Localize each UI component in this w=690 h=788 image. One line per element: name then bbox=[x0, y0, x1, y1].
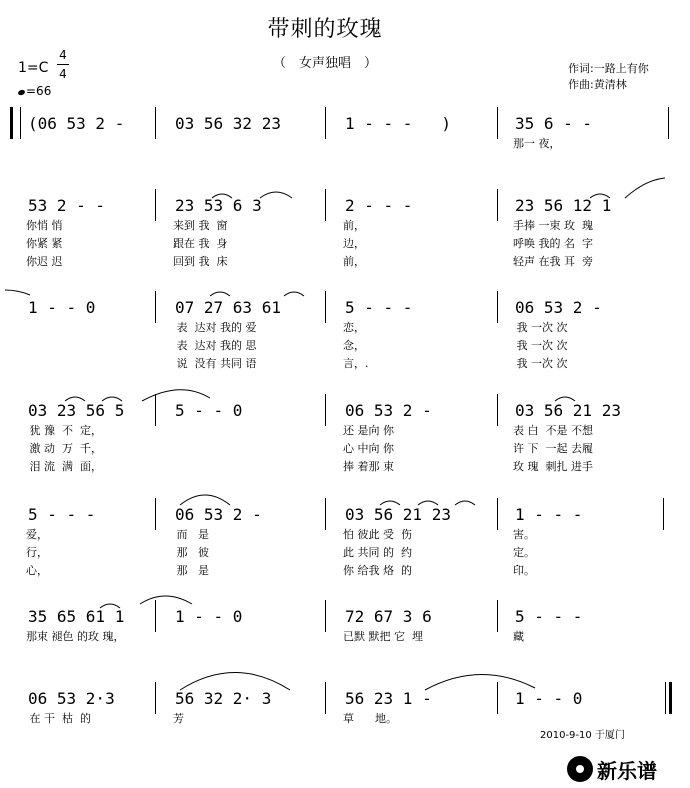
lyric-segment: 还 是向 你 bbox=[343, 424, 394, 437]
measure-notes: 03 56 32 23 bbox=[175, 114, 281, 133]
bar-line bbox=[325, 600, 326, 632]
lyric-segment: 怕 彼此 受 伤 bbox=[343, 528, 412, 541]
measure-notes: 03 56 21 23 bbox=[515, 401, 621, 420]
lyric-segment: 害。 bbox=[513, 528, 535, 541]
bar-line bbox=[665, 682, 666, 714]
measure-notes: 1 - - 0 bbox=[175, 607, 243, 626]
lyric-segment: 手捧 一束 玫 瑰 bbox=[513, 219, 593, 232]
measure-notes: 07 27 63 61 bbox=[175, 298, 281, 317]
bar-line bbox=[497, 107, 498, 139]
bar-line bbox=[155, 682, 156, 714]
lyric-segment: 印。 bbox=[513, 564, 535, 577]
measure-notes: 1 - - - bbox=[515, 505, 583, 524]
bar-line bbox=[497, 291, 498, 323]
lyric-segment: 已默 默把 它 埋 bbox=[343, 630, 423, 643]
date-place-note: 2010-9-10 于厦门 bbox=[540, 730, 625, 741]
lyric-segment: 回到 我 床 bbox=[173, 255, 228, 268]
lyric-segment: 草 地。 bbox=[343, 712, 397, 725]
bar-line bbox=[20, 107, 21, 139]
lyric-segment: 前， bbox=[343, 219, 365, 232]
lyric-segment: 我 一次 次 bbox=[513, 321, 568, 334]
bar-line bbox=[155, 498, 156, 530]
lyric-segment: 心 中向 你 bbox=[343, 442, 394, 455]
measure-notes: 06 53 2 - bbox=[345, 401, 432, 420]
lyric-segment: 说 没有 共同 语 bbox=[173, 357, 257, 370]
lyric-segment: 表 达对 我的 爱 bbox=[173, 321, 257, 334]
lyric-segment: 呼唤 我的 名 字 bbox=[513, 237, 593, 250]
time-top: 4 bbox=[59, 48, 67, 62]
measure-notes: 2 - - - bbox=[345, 196, 413, 215]
bar-line bbox=[325, 107, 326, 139]
lyric-segment: 泪 流 满 面， bbox=[26, 460, 102, 473]
tempo-value: =66 bbox=[26, 84, 52, 98]
measure-notes: 72 67 3 6 bbox=[345, 607, 432, 626]
bar-line bbox=[325, 189, 326, 221]
lyric-segment: 你悄 悄 bbox=[26, 219, 63, 232]
time-bottom: 4 bbox=[59, 67, 67, 81]
key-signature: 1=C bbox=[18, 60, 49, 76]
measure-notes: 23 56 12 1 bbox=[515, 196, 612, 215]
measure-notes: 5 - - 0 bbox=[175, 401, 243, 420]
start-bar-line bbox=[10, 107, 13, 139]
bar-line bbox=[325, 291, 326, 323]
composer-credit: 作曲:黄清林 bbox=[568, 78, 627, 91]
lyric-segment: 行， bbox=[26, 546, 48, 559]
lyric-segment: 边， bbox=[343, 237, 365, 250]
measure-notes: 03 56 21 23 bbox=[345, 505, 451, 524]
measure-notes: 1 - - 0 bbox=[28, 298, 96, 317]
bar-line bbox=[155, 600, 156, 632]
measure-notes: 35 6 - - bbox=[515, 114, 593, 133]
measure-notes: 1 - - 0 bbox=[515, 689, 583, 708]
measure-notes: 56 23 1 - bbox=[345, 689, 432, 708]
measure-notes: 06 53 2 - bbox=[175, 505, 262, 524]
lyric-segment: 在 干 枯 的 bbox=[26, 712, 91, 725]
time-signature bbox=[57, 47, 69, 82]
record-disc-icon bbox=[567, 756, 593, 782]
measure-notes: 06 53 2 - bbox=[515, 298, 602, 317]
lyric-segment: 你迟 迟 bbox=[26, 255, 63, 268]
lyric-segment: 犹 豫 不 定， bbox=[26, 424, 102, 437]
measure-notes: 1 - - - ) bbox=[345, 114, 451, 133]
measure-notes: 5 - - - bbox=[515, 607, 583, 626]
measure-notes: 35 65 61 1 bbox=[28, 607, 125, 626]
lyric-segment: 激 动 万 千， bbox=[26, 442, 102, 455]
bar-line bbox=[497, 498, 498, 530]
measure-notes: 06 53 2·3 bbox=[28, 689, 115, 708]
measure-notes: 56 32 2· 3 bbox=[175, 689, 272, 708]
lyric-segment: 捧 着那 束 bbox=[343, 460, 394, 473]
measure-notes: 03 23 56 5 bbox=[28, 401, 125, 420]
measure-notes: 5 - - - bbox=[28, 505, 96, 524]
bar-line bbox=[155, 291, 156, 323]
lyric-segment: 我 一次 次 bbox=[513, 357, 568, 370]
lyric-segment: 那束 褪色 的玫 瑰， bbox=[26, 630, 125, 643]
lyric-segment: 心， bbox=[26, 564, 48, 577]
lyric-segment: 我 一次 次 bbox=[513, 339, 568, 352]
bar-line bbox=[668, 107, 669, 139]
lyric-segment: 那 彼 bbox=[173, 546, 209, 559]
lyric-segment: 藏 bbox=[513, 630, 524, 643]
lyric-segment: 念， bbox=[343, 339, 365, 352]
lyric-segment: 此 共同 的 约 bbox=[343, 546, 412, 559]
bar-line bbox=[497, 682, 498, 714]
lyric-segment: 恋， bbox=[343, 321, 365, 334]
lyric-segment: 许 下 一起 去履 bbox=[513, 442, 593, 455]
lyric-segment: 定。 bbox=[513, 546, 535, 559]
bar-line bbox=[155, 394, 156, 426]
site-logo bbox=[567, 753, 687, 785]
final-bar-line bbox=[669, 682, 672, 714]
bar-line bbox=[663, 498, 664, 530]
song-title: 带刺的玫瑰 bbox=[267, 17, 383, 42]
lyricist-credit: 作词:一路上有你 bbox=[568, 62, 649, 75]
lyric-segment: 表 白 不是 不想 bbox=[513, 424, 593, 437]
lyric-segment: 那一 夜， bbox=[513, 137, 561, 150]
song-subtitle: （ 女声独唱 ） bbox=[272, 56, 377, 71]
lyric-segment: 你紧 紧 bbox=[26, 237, 63, 250]
lyric-segment: 芳 bbox=[173, 712, 184, 725]
lyric-segment: 跟在 我 身 bbox=[173, 237, 228, 250]
measure-notes: 5 - - - bbox=[345, 298, 413, 317]
measure-notes: (06 53 2 - bbox=[28, 114, 125, 133]
bar-line bbox=[325, 682, 326, 714]
lyric-segment: 你 给我 烙 的 bbox=[343, 564, 412, 577]
bar-line bbox=[325, 498, 326, 530]
lyric-segment: 前， bbox=[343, 255, 365, 268]
lyric-segment: 轻声 在我 耳 旁 bbox=[513, 255, 593, 268]
bar-line bbox=[497, 600, 498, 632]
quarter-note-icon bbox=[17, 89, 25, 96]
bar-line bbox=[155, 189, 156, 221]
bar-line bbox=[497, 189, 498, 221]
bar-line bbox=[325, 394, 326, 426]
lyric-segment: 爱， bbox=[26, 528, 48, 541]
bar-line bbox=[155, 107, 156, 139]
lyric-segment: 而 是 bbox=[173, 528, 209, 541]
measure-notes: 23 53 6 3 bbox=[175, 196, 262, 215]
tempo-marking bbox=[18, 84, 51, 98]
lyric-segment: 来到 我 窗 bbox=[173, 219, 228, 232]
bar-line bbox=[497, 394, 498, 426]
lyric-segment: 表 达对 我的 思 bbox=[173, 339, 257, 352]
lyric-segment: 言，. bbox=[343, 357, 369, 370]
lyric-segment: 玫 瑰 刺扎 进手 bbox=[513, 460, 593, 473]
measure-notes: 53 2 - - bbox=[28, 196, 106, 215]
lyric-segment: 那 是 bbox=[173, 564, 209, 577]
logo-text: 新乐谱 bbox=[597, 758, 657, 783]
